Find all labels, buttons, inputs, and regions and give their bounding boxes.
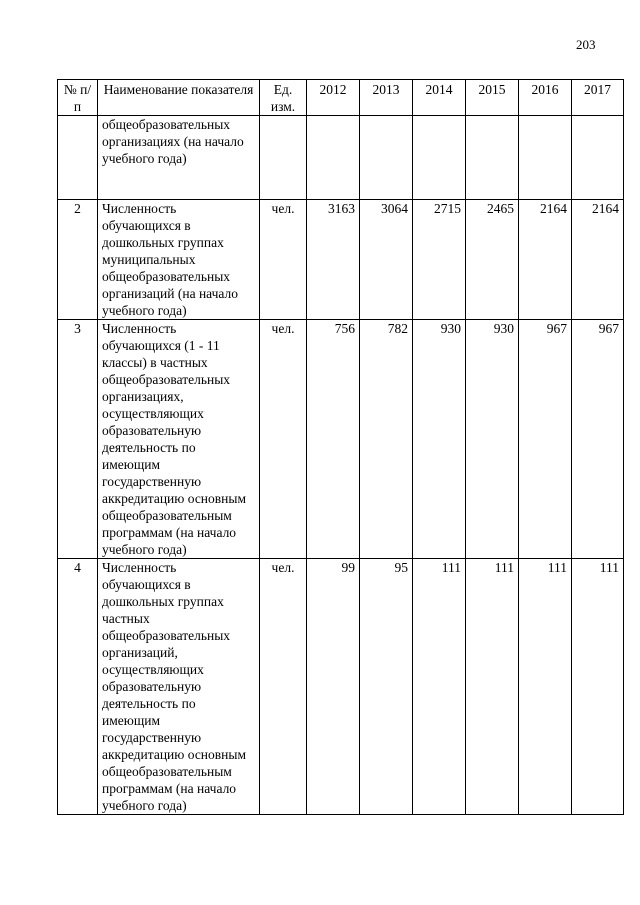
table-row: [58, 559, 624, 815]
value-cell: 930: [413, 320, 466, 559]
data-table: [57, 79, 624, 815]
row-number: 4: [58, 559, 98, 815]
value-cell: 3163: [307, 200, 360, 320]
table-row: [58, 320, 624, 559]
value-cell: 3064: [360, 200, 413, 320]
value-cell: 782: [360, 320, 413, 559]
table-header-row: [58, 80, 624, 116]
indicator-name: Численность обучающихся в дошкольных группах муниципальных общеобразовательных организаций (на начало учебного года): [98, 200, 260, 320]
value-cell: 2164: [572, 200, 624, 320]
value-cell: [572, 116, 624, 200]
unit-cell: чел.: [260, 200, 307, 320]
unit-cell: [260, 116, 307, 200]
value-cell: 99: [307, 559, 360, 815]
value-cell: [466, 116, 519, 200]
header-name: Наименование показателя: [98, 80, 260, 116]
value-cell: 967: [519, 320, 572, 559]
header-unit: Ед. изм.: [260, 80, 307, 116]
header-year: 2015: [466, 80, 519, 116]
row-number: 3: [58, 320, 98, 559]
header-year: 2017: [572, 80, 624, 116]
value-cell: 111: [519, 559, 572, 815]
header-year: 2013: [360, 80, 413, 116]
table-row: [58, 200, 624, 320]
value-cell: 756: [307, 320, 360, 559]
value-cell: [519, 116, 572, 200]
value-cell: 95: [360, 559, 413, 815]
header-year: 2012: [307, 80, 360, 116]
value-cell: 2164: [519, 200, 572, 320]
row-number: 2: [58, 200, 98, 320]
indicator-name: общеобразовательных организациях (на начало учебного года): [98, 116, 260, 200]
header-year: 2014: [413, 80, 466, 116]
value-cell: [307, 116, 360, 200]
value-cell: [360, 116, 413, 200]
header-year: 2016: [519, 80, 572, 116]
value-cell: 111: [466, 559, 519, 815]
value-cell: 111: [413, 559, 466, 815]
page-number: 203: [576, 37, 596, 52]
row-number: [58, 116, 98, 200]
value-cell: 2465: [466, 200, 519, 320]
unit-cell: чел.: [260, 559, 307, 815]
table-row: [58, 116, 624, 200]
value-cell: 111: [572, 559, 624, 815]
value-cell: 967: [572, 320, 624, 559]
value-cell: 930: [466, 320, 519, 559]
indicator-name: Численность обучающихся (1 - 11 классы) в частных общеобразовательных организациях, осуществляющих образовательную деятельность по имеющим государственную аккредитацию основным общеобразовательным программам (на начало учебного года): [98, 320, 260, 559]
header-num: № п/п: [58, 80, 98, 116]
value-cell: 2715: [413, 200, 466, 320]
value-cell: [413, 116, 466, 200]
unit-cell: чел.: [260, 320, 307, 559]
indicator-name: Численность обучающихся в дошкольных группах частных общеобразовательных организаций, осуществляющих образовательную деятельность по имеющим государственную аккредитацию основным общеобразовательным программам (на начало учебного года): [98, 559, 260, 815]
